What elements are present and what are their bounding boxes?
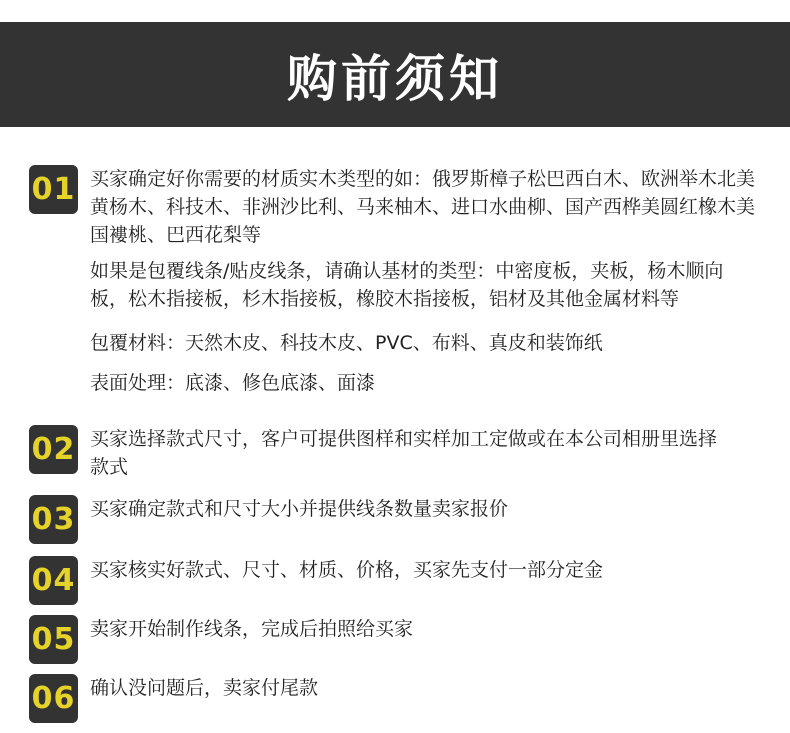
step-text-materials: 买家确定好你需要的材质实木类型的如：俄罗斯樟子松巴西白木、欧洲举木北美黄杨木、科技木、非洲沙比利、马来柚木、进口水曲柳、国产西桦美圆红橡木美国褸桃、巴西花梨等 [90, 168, 756, 246]
header-banner [0, 22, 790, 127]
page-title: 购前须知 [287, 48, 503, 108]
step-number-badge: 02 [29, 425, 78, 474]
step-number-badge: 01 [29, 165, 78, 214]
step-content [90, 556, 769, 584]
step-text: 买家确定款式和尺寸大小并提供线条数量卖家报价 [90, 498, 509, 520]
step-text: 买家选择款式尺寸，客户可提供图样和实样加工定做或在本公司相册里选择款式 [90, 428, 718, 478]
step-02 [29, 425, 769, 481]
step-text: 确认没问题后，卖家付尾款 [90, 677, 319, 699]
step-number-badge: 03 [29, 495, 78, 544]
step-content [90, 495, 769, 523]
step-content [90, 615, 769, 643]
step-text-finish: 表面处理：底漆、修色底漆、面漆 [90, 372, 376, 394]
step-text-substrate: 如果是包覆线条/贴皮线条，请确认基材的类型：中密度板，夹板，杨木顺向板，松木指接板，杉木指接板，橡胶木指接板，铝材及其他金属材料等 [90, 260, 724, 310]
step-number-badge: 05 [29, 615, 78, 664]
step-number-badge: 06 [29, 674, 78, 723]
step-04 [29, 556, 769, 605]
step-text-covering: 包覆材料：天然木皮、科技木皮、PVC、布料、真皮和装饰纸 [90, 332, 603, 354]
step-06 [29, 674, 769, 723]
step-content [90, 674, 769, 702]
step-number-badge: 04 [29, 556, 78, 605]
step-content [90, 165, 769, 397]
step-text: 买家核实好款式、尺寸、材质、价格，买家先支付一部分定金 [90, 559, 604, 581]
step-03 [29, 495, 769, 544]
step-text: 卖家开始制作线条，完成后拍照给买家 [90, 618, 414, 640]
step-content [90, 425, 769, 481]
step-05 [29, 615, 769, 664]
step-01 [29, 165, 769, 397]
